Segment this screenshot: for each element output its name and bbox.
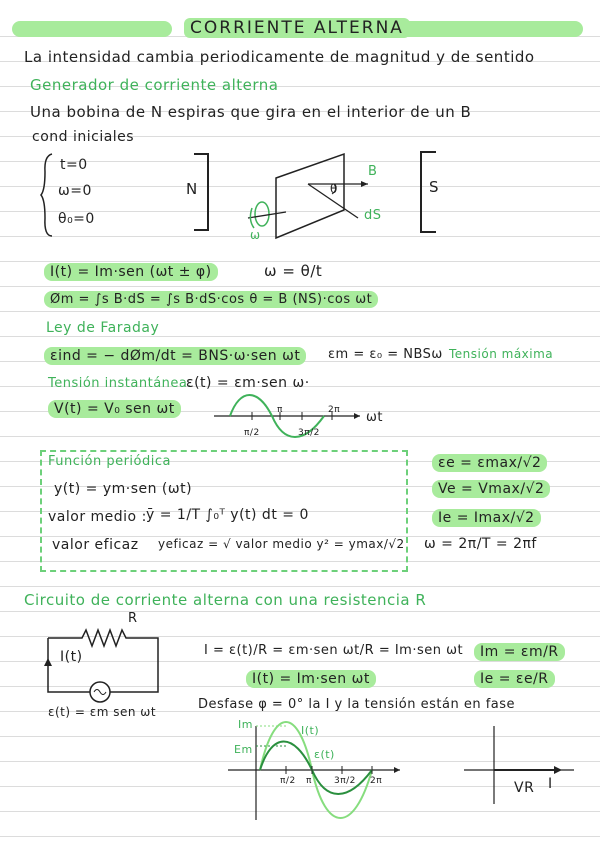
section-instant: Tensión instantánea. — [48, 376, 193, 391]
eq-omega-2: ω = 2π/T = 2πf — [424, 536, 537, 552]
pole-s-label: S — [429, 178, 440, 196]
eq-it: I(t) = Im·sen ωt — [246, 670, 376, 688]
sine-graph-1 — [214, 392, 364, 452]
cond-omega: ω=0 — [58, 183, 92, 199]
eq-eff-voltage: Ve = Vmax/√2 — [432, 480, 550, 498]
eq-eff-label: valor eficaz — [52, 537, 139, 553]
label-ds: dS — [364, 208, 382, 223]
graph2-label-et: ε(t) — [314, 748, 335, 761]
eq-current: I(t) = Im·sen (ωt ± φ) — [44, 263, 218, 281]
title-highlight-right — [383, 21, 583, 37]
circuit-current-label: I(t) — [60, 649, 83, 665]
label-tension-maxima: Tensión máxima — [449, 347, 554, 361]
graph2-tick-3pi2: 3π/2 — [334, 776, 356, 786]
section-circuit: Circuito de corriente alterna con una resistencia R — [24, 591, 427, 609]
eq-mean: ȳ = 1/T ∫₀ᵀ y(t) dt = 0 — [146, 507, 309, 523]
pole-n-label: N — [186, 180, 198, 198]
graph2-tick-pi: π — [306, 776, 312, 786]
pole-s-bracket — [418, 150, 438, 234]
graph1-tick-pi2: π/2 — [244, 428, 260, 438]
label-b-field: B — [368, 164, 378, 179]
pole-n-bracket — [192, 152, 212, 232]
section-faraday: Ley de Faraday — [46, 320, 160, 336]
graph2-label-it: I(t) — [301, 724, 320, 737]
eq-ohm: I = ε(t)/R = εm·sen ωt/R = Im·sen ωt — [204, 643, 464, 658]
eq-eff-current: Ie = Imax/√2 — [432, 509, 541, 527]
page-title: CORRIENTE ALTERNA — [184, 18, 410, 38]
eq-im: Im = εm/R — [474, 643, 565, 661]
graph2-tick-pi2: π/2 — [280, 776, 296, 786]
graph1-tick-2pi: 2π — [328, 405, 341, 415]
eq-ie: Ie = εe/R — [474, 670, 555, 688]
graph1-tick-3pi2: 3π/2 — [298, 428, 320, 438]
phasor-label-i: I — [548, 776, 553, 792]
phasor-label-vr: VR — [514, 780, 535, 796]
graph2-label-em: Em — [234, 743, 253, 756]
graph1-axis-label: ωt — [366, 410, 383, 425]
brace-icon — [40, 152, 54, 238]
section-periodic: Función periódica — [48, 454, 171, 469]
conditions-label: cond iniciales — [32, 129, 135, 145]
circuit-source-label: ε(t) = εm sen ωt — [48, 705, 157, 719]
eq-instant: ε(t) = εm·sen ω· — [186, 375, 310, 391]
graph1-tick-pi: π — [277, 405, 283, 415]
title-highlight-left — [12, 21, 172, 37]
eq-voltage: V(t) = V₀ sen ωt — [48, 400, 181, 418]
desfase-text: Desfase φ = 0° la I y la tensión están en fase — [198, 697, 516, 712]
eq-y: y(t) = ym·sen (ωt) — [54, 481, 193, 497]
eq-eff-emf: εe = εmax/√2 — [432, 454, 547, 472]
circuit-resistor-label: R — [128, 611, 138, 626]
eq-flux: Øm = ∫s B·dS = ∫s B·dS·cos θ = B (NS)·cos ωt — [44, 291, 378, 308]
graph2-label-im: Im — [238, 718, 253, 731]
generator-description: Una bobina de N espiras que gira en el interior de un B — [30, 103, 472, 121]
section-generator: Generador de corriente alterna — [30, 76, 279, 94]
label-omega: ω — [250, 228, 261, 242]
eq-emf-max: εm = ε₀ = NBSω — [328, 347, 443, 362]
intro-text: La intensidad cambia periodicamente de magnitud y de sentido — [24, 48, 535, 66]
eq-eff: yeficaz = √ valor medio y² = ymax/√2 — [158, 537, 405, 551]
eq-induced-emf: εind = − dØm/dt = BNS·ω·sen ωt — [44, 347, 306, 365]
cond-t: t=0 — [60, 157, 88, 173]
eq-mean-label: valor medio : — [48, 509, 147, 525]
eq-omega: ω = θ/t — [264, 262, 323, 280]
cond-theta: θ₀=0 — [58, 211, 95, 227]
graph2-tick-2pi: 2π — [370, 776, 383, 786]
label-theta: θ — [330, 182, 338, 196]
